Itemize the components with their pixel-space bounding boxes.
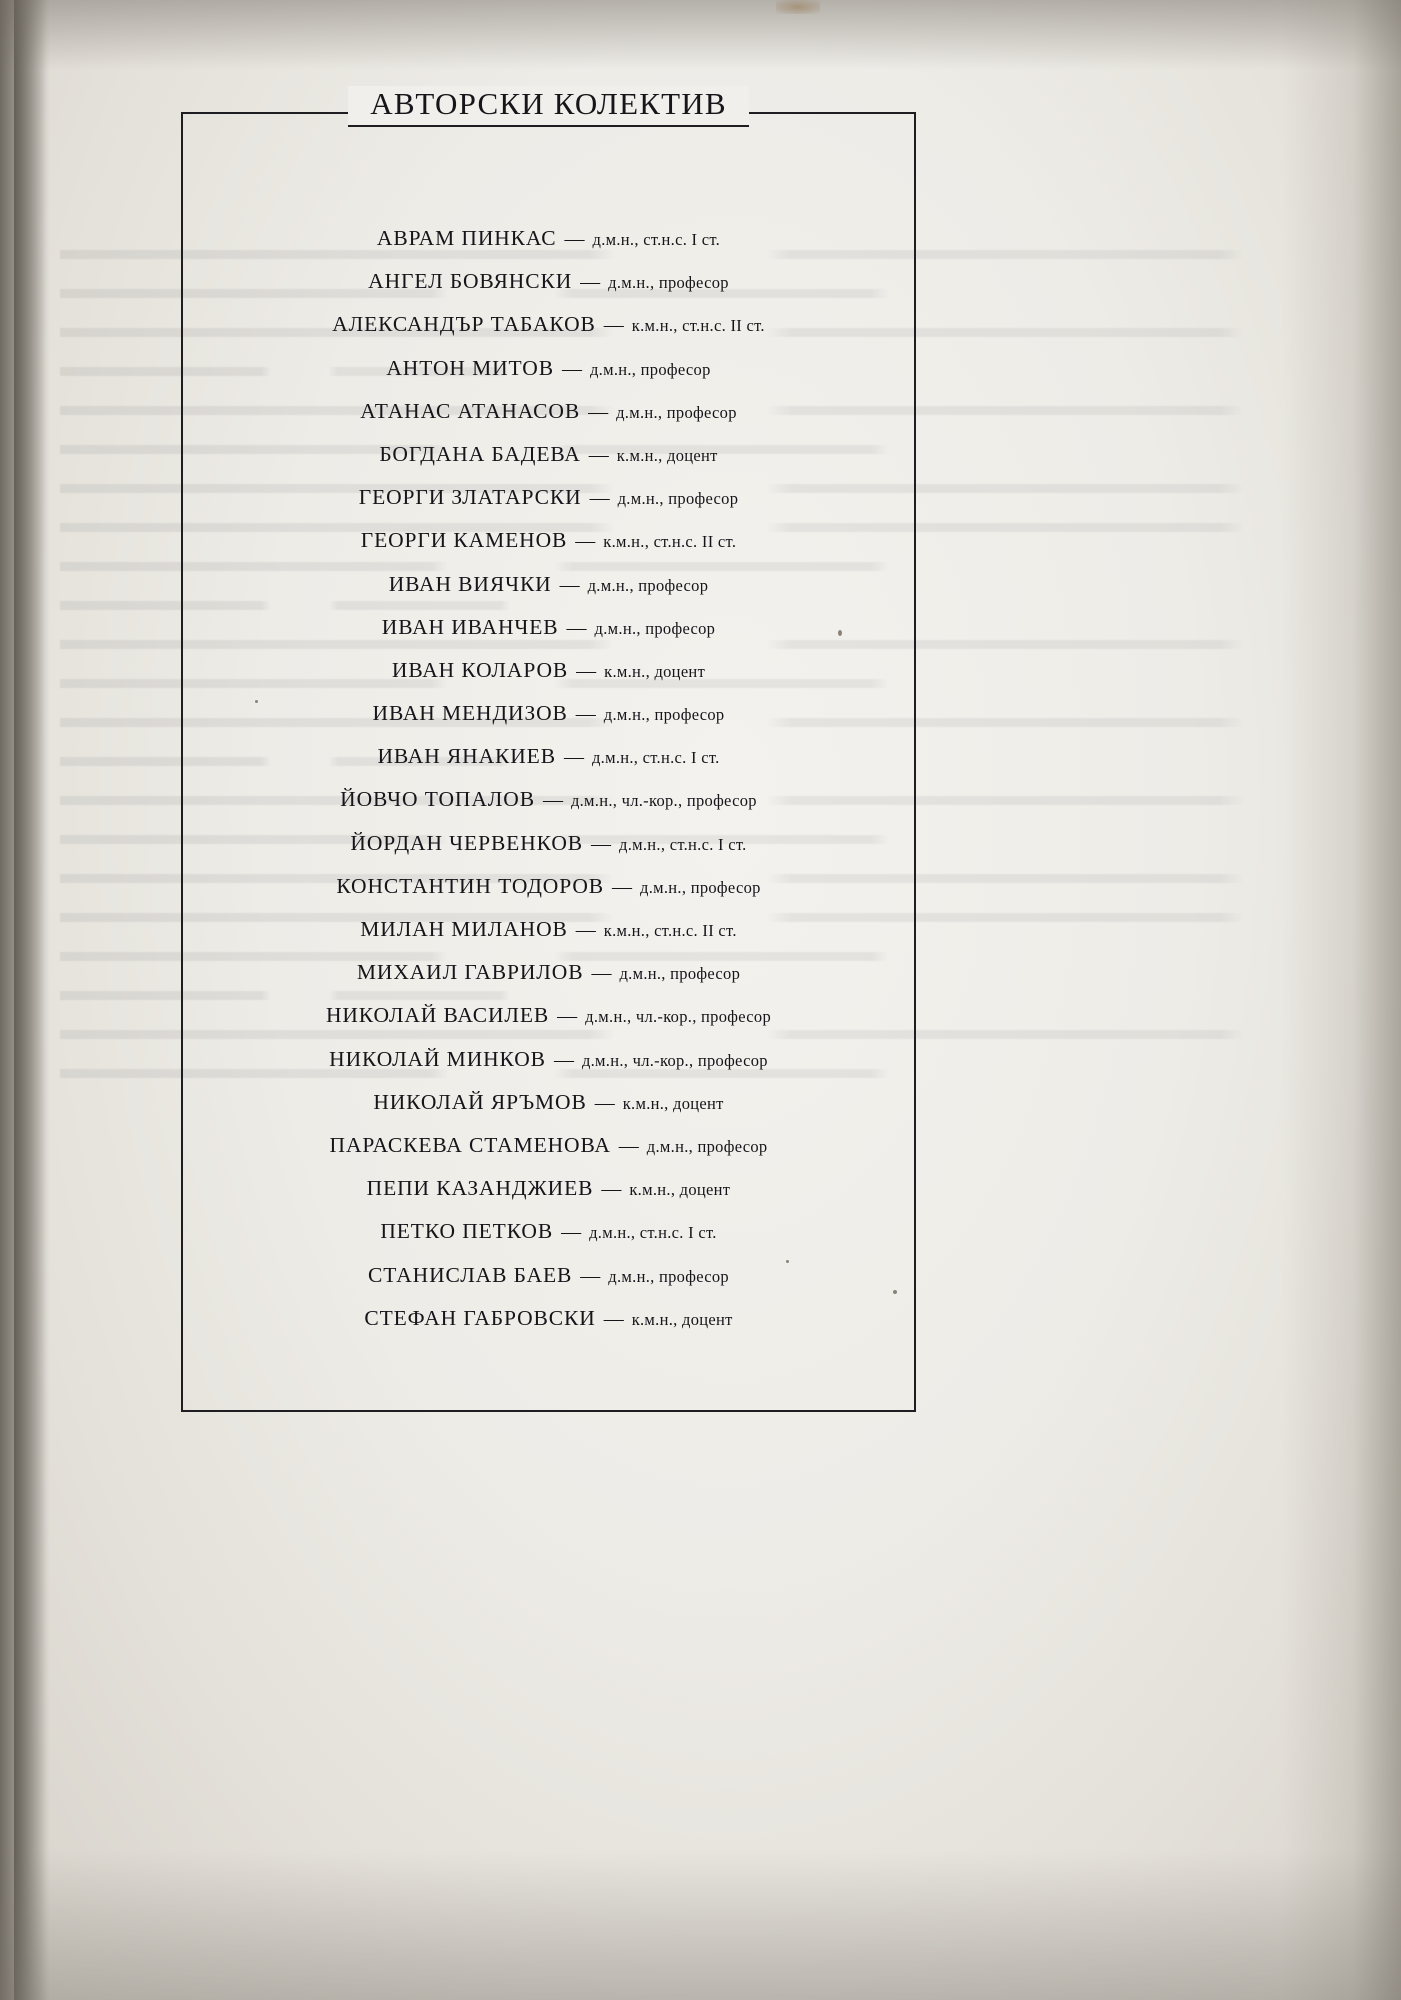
author-name: ЙОРДАН ЧЕРВЕНКОВ <box>350 830 584 855</box>
author-degree: к.м.н., ст.н.с. II ст. <box>603 532 737 552</box>
page-right-shadow <box>1281 0 1401 2000</box>
author-name: ПЕТКО ПЕТКОВ <box>380 1219 554 1244</box>
author-degree: д.м.н., ст.н.с. I ст. <box>592 230 721 249</box>
list-item <box>181 572 916 597</box>
separator-dash: — <box>564 228 585 250</box>
page-top-shadow <box>0 0 1401 70</box>
author-degree: д.м.н., чл.-кор., професор <box>585 1007 772 1027</box>
list-item <box>181 1219 916 1244</box>
author-degree: д.м.н., ст.н.с. I ст. <box>591 748 720 768</box>
author-degree: д.м.н., професор <box>594 618 716 638</box>
separator-dash: — <box>603 1307 624 1330</box>
separator-dash: — <box>618 1134 639 1157</box>
authors-list <box>181 226 916 1349</box>
list-item <box>181 485 916 510</box>
list-item <box>181 226 916 251</box>
author-name: ИВАН КОЛАРОВ <box>391 657 569 682</box>
author-name: МИХАИЛ ГАВРИЛОВ <box>356 960 584 985</box>
list-item <box>181 1306 916 1331</box>
page-title: АВТОРСКИ КОЛЕКТИВ <box>348 86 748 127</box>
author-degree: д.м.н., професор <box>587 575 709 595</box>
author-degree: д.м.н., професор <box>616 402 737 422</box>
author-name: МИЛАН МИЛАНОВ <box>360 917 568 941</box>
list-item <box>181 701 916 726</box>
author-name: АЛЕКСАНДЪР ТАБАКОВ <box>332 312 596 337</box>
separator-dash: — <box>588 443 609 466</box>
author-degree: к.м.н., доцент <box>631 1309 733 1329</box>
author-degree: д.м.н., професор <box>608 273 729 293</box>
author-name: АНГЕЛ БОВЯНСКИ <box>368 269 573 294</box>
list-item <box>181 1133 916 1158</box>
separator-dash: — <box>612 875 632 898</box>
author-degree: д.м.н., професор <box>589 359 711 379</box>
author-name: ГЕОРГИ ЗЛАТАРСКИ <box>358 485 582 510</box>
list-item <box>181 744 916 769</box>
list-item <box>181 615 916 640</box>
list-item <box>181 1090 916 1115</box>
list-item <box>181 1176 916 1201</box>
separator-dash: — <box>557 1005 578 1028</box>
separator-dash: — <box>561 1221 582 1244</box>
separator-dash: — <box>601 1178 622 1201</box>
author-name: СТЕФАН ГАБРОВСКИ <box>364 1305 596 1330</box>
author-name: ГЕОРГИ КАМЕНОВ <box>360 528 568 553</box>
author-name: НИКОЛАЙ ВАСИЛЕВ <box>325 1003 550 1028</box>
author-name: АВРАМ ПИНКАС <box>376 226 557 250</box>
list-item <box>181 269 916 294</box>
separator-dash: — <box>591 962 612 985</box>
separator-dash: — <box>588 400 609 423</box>
author-name: СТАНИСЛАВ БАЕВ <box>368 1262 573 1287</box>
author-degree: д.м.н., чл.-кор., професор <box>570 791 757 811</box>
separator-dash: — <box>559 573 580 596</box>
author-degree: д.м.н., ст.н.с. I ст. <box>619 834 747 854</box>
author-degree: к.м.н., ст.н.с. II ст. <box>631 316 765 336</box>
separator-dash: — <box>542 789 563 812</box>
author-name: КОНСТАНТИН ТОДОРОВ <box>336 873 604 898</box>
list-item <box>181 960 916 985</box>
author-name: ПЕПИ КАЗАНДЖИЕВ <box>366 1176 594 1201</box>
list-item <box>181 1263 916 1288</box>
separator-dash: — <box>594 1091 615 1114</box>
author-degree: д.м.н., професор <box>603 705 725 725</box>
author-degree: к.м.н., доцент <box>616 445 718 465</box>
separator-dash: — <box>575 530 596 553</box>
list-item <box>181 442 916 467</box>
separator-dash: — <box>576 659 597 682</box>
author-name: НИКОЛАЙ ЯРЪМОВ <box>373 1089 587 1114</box>
author-degree: д.м.н., чл.-кор., професор <box>581 1050 768 1070</box>
book-gutter-shadow <box>0 0 46 2000</box>
author-name: ИВАН ВИЯЧКИ <box>388 571 552 596</box>
separator-dash: — <box>563 746 584 769</box>
author-name: ИВАН ЯНАКИЕВ <box>377 744 556 769</box>
separator-dash: — <box>566 616 587 639</box>
author-degree: д.м.н., ст.н.с. I ст. <box>589 1223 717 1243</box>
list-item <box>181 1047 916 1072</box>
separator-dash: — <box>589 487 610 510</box>
author-name: АНТОН МИТОВ <box>386 355 554 380</box>
list-item <box>181 528 916 553</box>
separator-dash: — <box>561 357 582 380</box>
author-degree: д.м.н., професор <box>619 964 741 984</box>
list-item <box>181 874 916 899</box>
author-name: ЙОВЧО ТОПАЛОВ <box>340 787 535 812</box>
author-degree: к.м.н., доцент <box>604 661 706 681</box>
author-degree: к.м.н., ст.н.с. II ст. <box>603 921 737 940</box>
separator-dash: — <box>575 919 596 941</box>
list-item <box>181 1003 916 1028</box>
separator-dash: — <box>580 1264 601 1287</box>
author-name: ИВАН ИВАНЧЕВ <box>381 614 559 639</box>
separator-dash: — <box>553 1048 574 1071</box>
list-item <box>181 658 916 683</box>
author-name: НИКОЛАЙ МИНКОВ <box>329 1046 546 1071</box>
list-item <box>181 399 916 424</box>
author-degree: к.м.н., доцент <box>622 1093 724 1113</box>
list-item <box>181 787 916 812</box>
list-item <box>181 312 916 337</box>
author-name: АТАНАС АТАНАСОВ <box>360 398 581 423</box>
author-degree: д.м.н., професор <box>640 877 761 897</box>
separator-dash: — <box>580 271 601 294</box>
author-degree: д.м.н., професор <box>646 1136 768 1156</box>
author-name: БОГДАНА БАДЕВА <box>379 441 581 466</box>
book-gutter-shadow-inner <box>14 0 50 2000</box>
author-name: ПАРАСКЕВА СТАМЕНОВА <box>329 1132 611 1157</box>
author-degree: д.м.н., професор <box>617 489 739 509</box>
separator-dash: — <box>591 832 612 855</box>
paper-smudge <box>776 0 820 14</box>
list-item <box>181 917 916 942</box>
author-degree: к.м.н., доцент <box>629 1180 731 1200</box>
list-item <box>181 831 916 856</box>
author-degree: д.м.н., професор <box>608 1266 729 1286</box>
author-name: ИВАН МЕНДИЗОВ <box>372 701 568 726</box>
page-bottom-shadow <box>0 1850 1401 2000</box>
separator-dash: — <box>603 314 624 337</box>
separator-dash: — <box>575 703 596 726</box>
list-item <box>181 356 916 381</box>
